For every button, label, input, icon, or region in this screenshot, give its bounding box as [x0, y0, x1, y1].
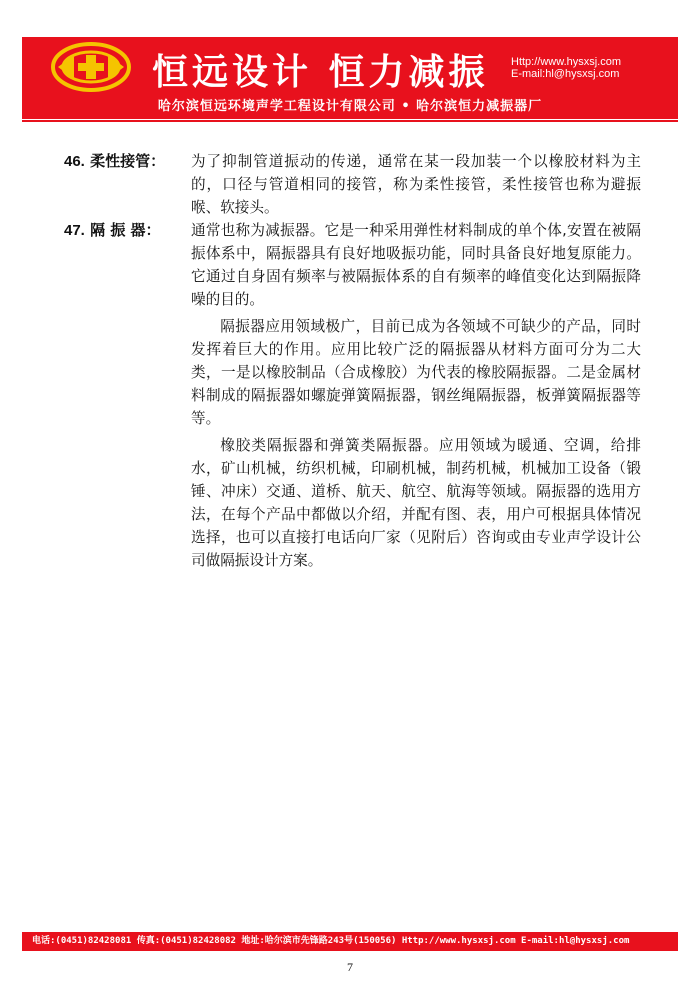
- entry-number: 47.: [64, 222, 85, 239]
- entry-paragraph: 隔振器应用领域极广，目前已成为各领域不可缺少的产品，同时发挥着巨大的作用。应用比较广泛的隔振器从材料方面可分为二大类，一是以橡胶制品（合成橡胶）为代表的橡胶隔振器。二是金属材料制成的隔振器如螺旋弹簧隔振器，钢丝绳隔振器，板弹簧隔振器等等。: [191, 318, 641, 427]
- header-email[interactable]: E-mail:hl@hysxsj.com: [511, 68, 620, 80]
- header-divider: [22, 120, 678, 122]
- entry-term-46: [64, 150, 165, 173]
- header-title: 恒远设计 恒力减振: [152, 52, 489, 93]
- hengyuan-logo: [50, 41, 132, 93]
- header-contact: [511, 56, 621, 80]
- entry-number: 46.: [64, 153, 85, 170]
- entry-body-47: [191, 219, 641, 572]
- entry-paragraph: 橡胶类隔振器和弹簧类隔振器。应用领域为暖通、空调，给排水，矿山机械，纺织机械，印刷机械，制药机械，机械加工设备（锻锤、冲床）交通、道桥、航天、航空、航海等领域。隔振器的选用方法，在每个产品中都做以介绍，并配有图、表，用户可根据具体情况选择，也可以直接打电话向厂家（见附后）咨询或由专业声学设计公司做隔振设计方案。: [191, 437, 641, 569]
- entry-paragraph: 为了抑制管道振动的传递，通常在某一段加装一个以橡胶材料为主的，口径与管道相同的接管，称为柔性接管，柔性接管也称为避振喉、软接头。: [191, 153, 641, 216]
- page-number: 7: [347, 960, 353, 974]
- entry-body-46: [191, 150, 641, 219]
- footer-contact: 电话:(0451)82428081 传真:(0451)82428082 地址:哈尔滨市先锋路243号(150056) Http://www.hysxsj.com E-mail:hl@hysxsj.com: [22, 932, 678, 951]
- entry-term-label: 隔 振 器：: [90, 221, 161, 239]
- company-name: 哈尔滨恒远环境声学工程设计有限公司 • 哈尔滨恒力减振器厂: [22, 95, 678, 119]
- entry-paragraph: 通常也称为减振器。它是一种采用弹性材料制成的单个体,安置在被隔振体系中，隔振器具有良好地吸振功能，同时具备良好地复原能力。它通过自身固有频率与被隔振体系的自有频率的峰值变化达到隔振降噪的目的。: [191, 222, 641, 308]
- header-website[interactable]: Http://www.hysxsj.com: [511, 56, 622, 68]
- entry-term-47: [64, 219, 161, 242]
- entry-term-label: 柔性接管：: [90, 152, 166, 170]
